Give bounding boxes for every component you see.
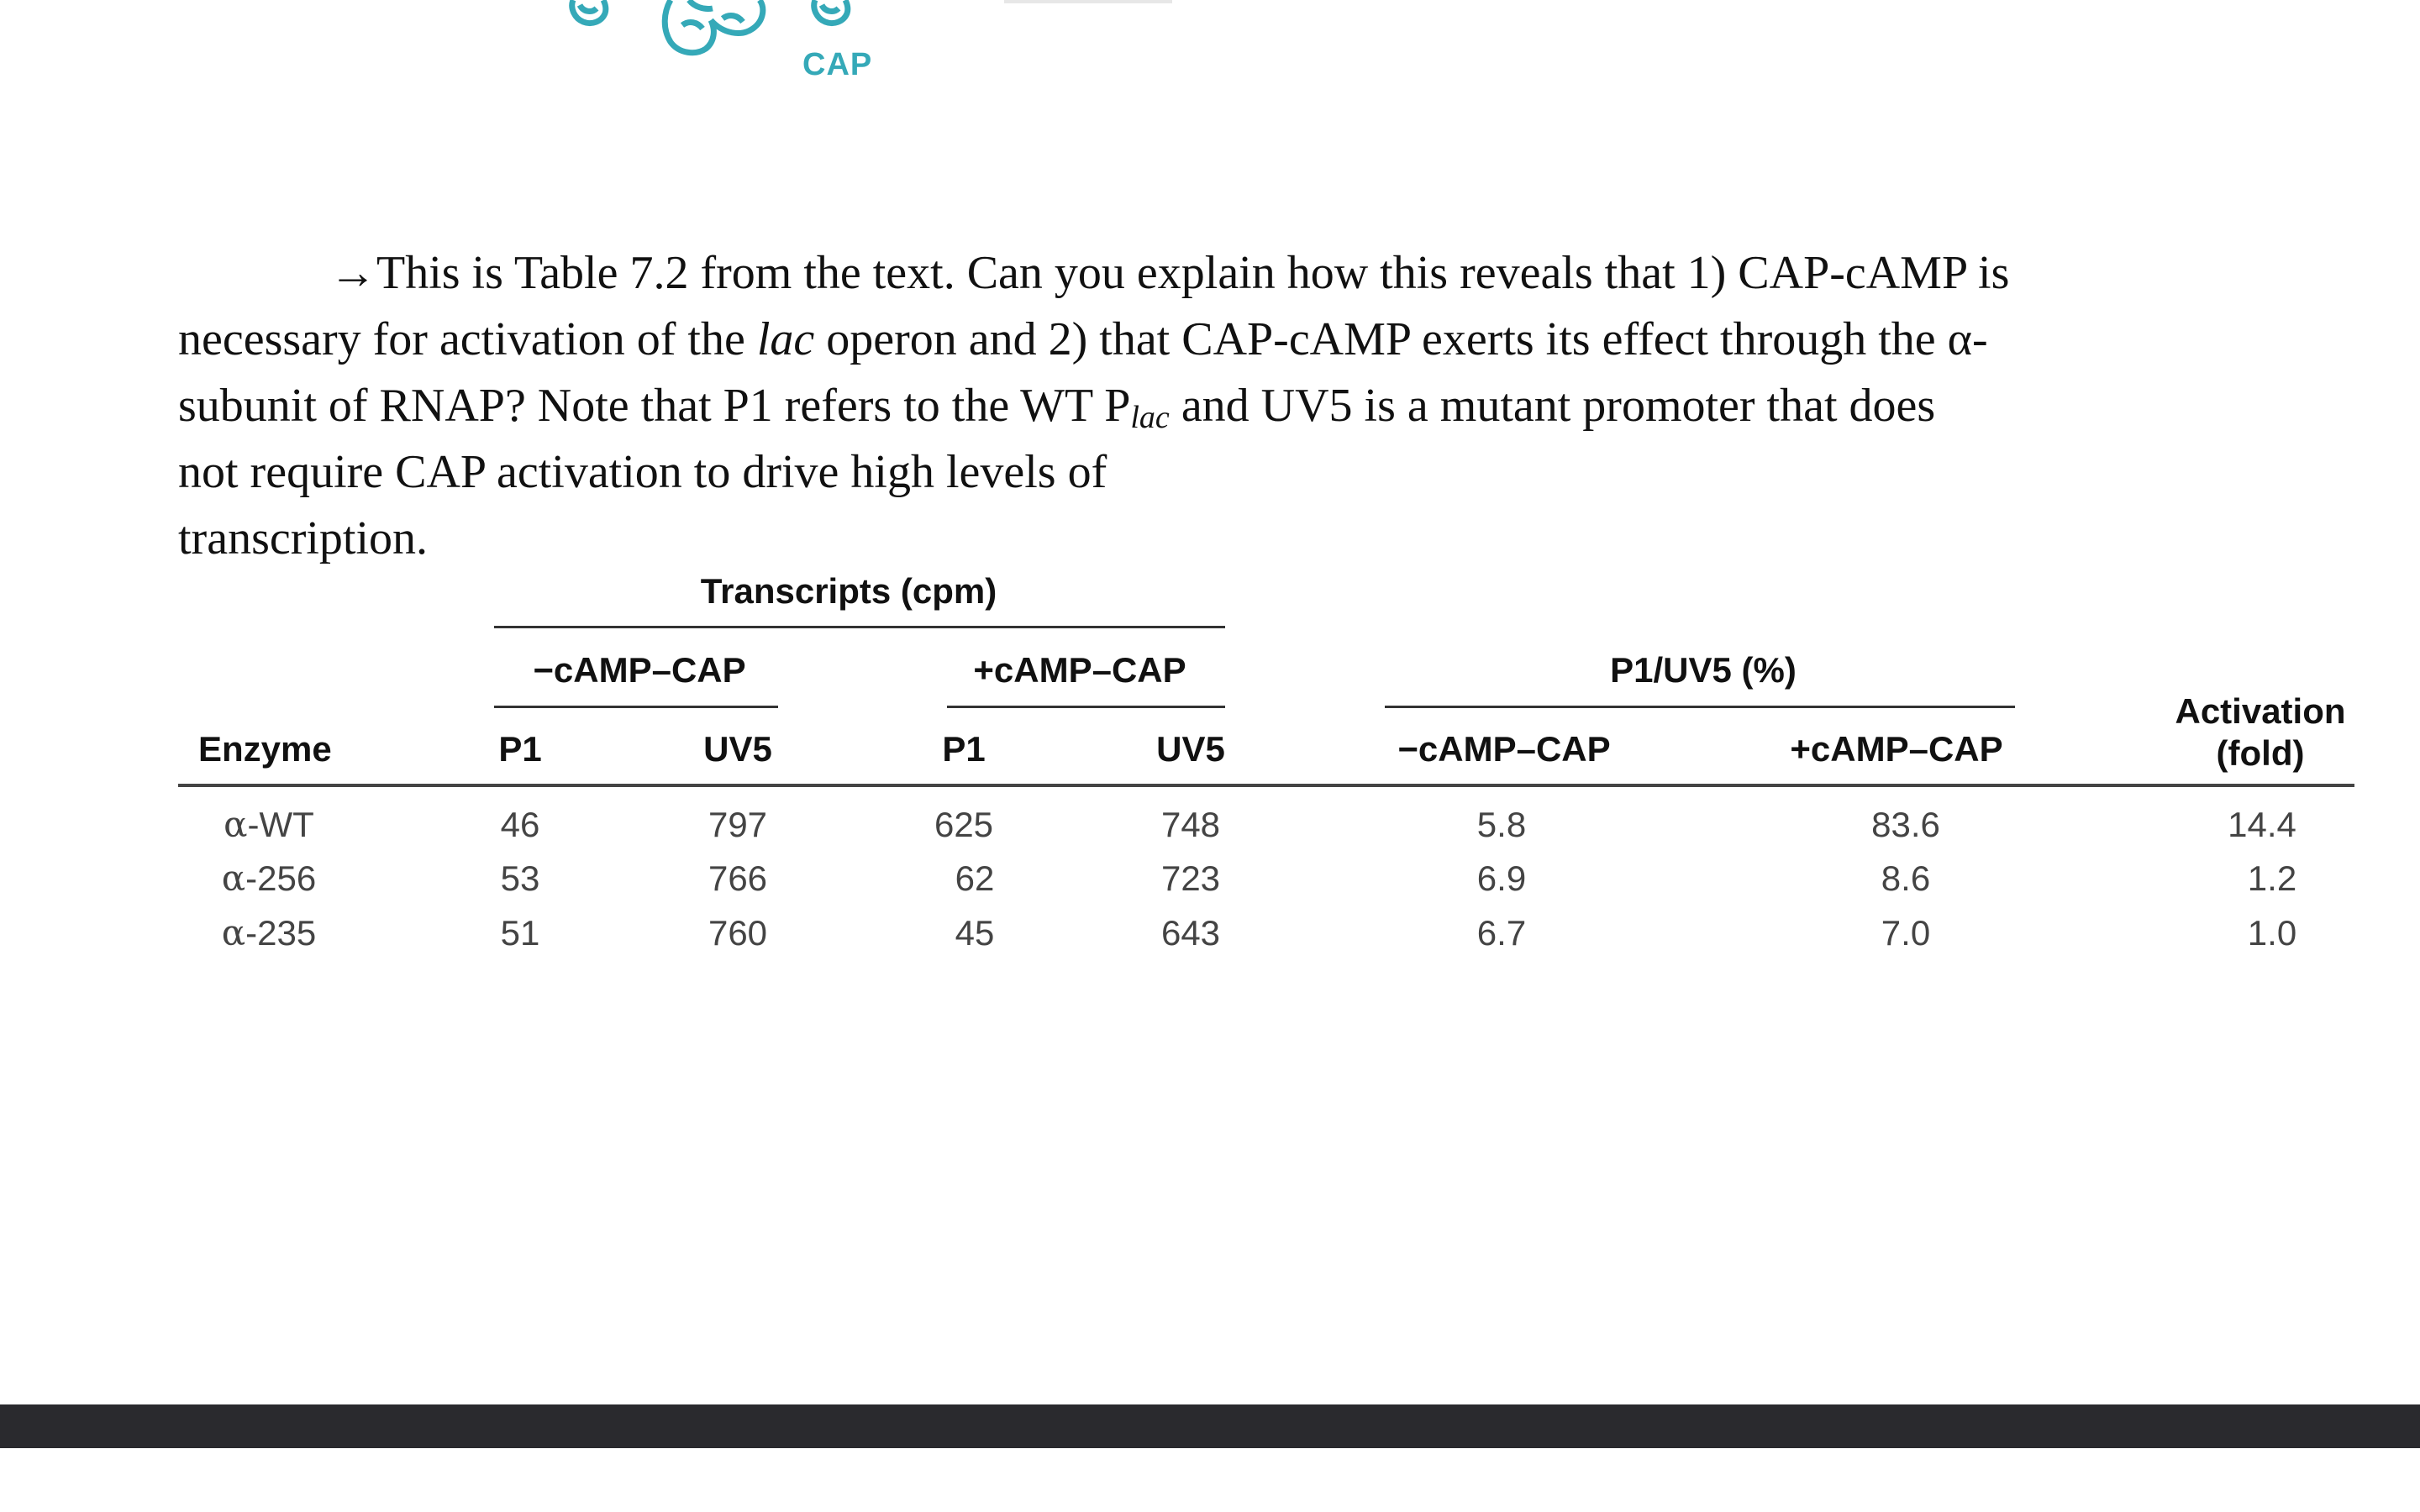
cell-p1-minus: 46 [500, 805, 540, 844]
cell-ratio-plus: 8.6 [1881, 858, 1931, 898]
cell-ratio-minus: 6.9 [1476, 858, 1527, 898]
arrow-icon: → [329, 247, 376, 299]
cell-uv5-minus: 760 [708, 913, 768, 953]
question-line-4: not require CAP activation to drive high levels of [178, 446, 1107, 498]
lac-italic: lac [756, 313, 815, 365]
col-activation-line2: (fold) [2216, 733, 2305, 773]
col-uv5-plus: UV5 [1156, 729, 1225, 769]
col-activation-line1: Activation [2175, 691, 2346, 731]
col-p1-minus: P1 [498, 729, 542, 769]
col-enzyme: Enzyme [198, 729, 332, 769]
rule-plus-camp-cap [947, 706, 1225, 708]
bottom-dark-bar [0, 1404, 2420, 1448]
header-p1-uv5-ratio: P1/UV5 (%) [1610, 650, 1797, 690]
cell-enzyme: α-256 [221, 858, 317, 899]
cell-activation: 14.4 [2228, 805, 2296, 844]
cell-p1-minus: 53 [500, 858, 540, 898]
header-minus-camp-cap: −cAMP–CAP [533, 650, 746, 690]
rule-minus-camp-cap [494, 706, 778, 708]
cell-p1-plus: 62 [955, 858, 995, 898]
cell-enzyme: α-WT [224, 804, 314, 845]
cell-enzyme: α-235 [221, 912, 317, 953]
header-plus-camp-cap: +cAMP–CAP [973, 650, 1186, 690]
cell-p1-plus: 45 [955, 913, 995, 953]
cell-uv5-plus: 723 [1160, 858, 1221, 898]
cell-p1-plus: 625 [934, 805, 994, 844]
rule-header-bottom [178, 784, 2354, 787]
cell-uv5-minus: 766 [708, 858, 768, 898]
col-ratio-plus: +cAMP–CAP [1790, 729, 2003, 769]
question-line-5: transcription. [178, 512, 429, 564]
cell-p1-minus: 51 [500, 913, 540, 953]
cell-ratio-minus: 6.7 [1476, 913, 1527, 953]
question-line-3: subunit of RNAP? Note that P1 refers to the WT $P_{lac}$ and UV5 is a mutant promoter that does [178, 380, 1936, 435]
cell-activation: 1.2 [2247, 858, 2297, 898]
cell-ratio-minus: 5.8 [1476, 805, 1527, 844]
cell-uv5-minus: 797 [708, 805, 768, 844]
col-activation [2175, 690, 2345, 774]
rule-transcripts [494, 626, 1225, 628]
plac-subscript: lac [1130, 400, 1170, 435]
header-transcripts: Transcripts (cpm) [700, 571, 997, 611]
cell-activation: 1.0 [2247, 913, 2297, 953]
cell-ratio-plus: 83.6 [1871, 805, 1940, 844]
col-p1-plus: P1 [942, 729, 986, 769]
rule-p1-uv5-ratio [1385, 706, 2015, 708]
cell-ratio-plus: 7.0 [1881, 913, 1931, 953]
cell-uv5-plus: 748 [1160, 805, 1221, 844]
col-ratio-minus: −cAMP–CAP [1397, 729, 1611, 769]
cap-figure-label: CAP [802, 47, 873, 82]
question-line-2: necessary for activation of the lac operon and 2) that CAP-cAMP exerts its effect through the α- [178, 313, 1988, 365]
question-line-1: →This is Table 7.2 from the text. Can you explain how this reveals that 1) CAP-cAMP is [329, 247, 2010, 299]
col-uv5-minus: UV5 [703, 729, 772, 769]
cell-uv5-plus: 643 [1160, 913, 1221, 953]
